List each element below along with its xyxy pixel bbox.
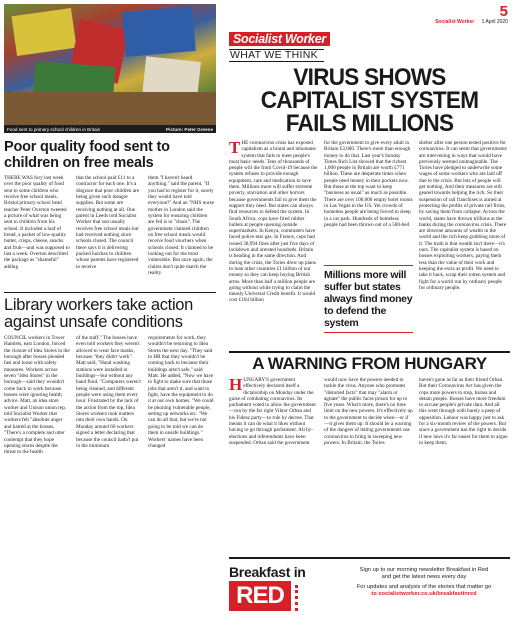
- promo-title: Breakfast in: [229, 564, 306, 580]
- library-article-col2: of the staff." The bosses have even told workers they weren't allowed to wear face masks, because "they didn't work". Matt said, "Hand washing stations were installed in buildings—but without any hand fluid. "Computers weren't being cleaned, and different people were using them every hour. Frustrated by the lack of the action from the top, Idea Stores workers took matters into their own hands. On Monday around 60 workers signed a letter declaring that because the council hadn't put in the minimum: [76, 335, 142, 449]
- editorial-dropcap: T: [229, 140, 241, 157]
- food-article-col3: them."I haven't heard anything," said the parent. "If you had to register for it, surely they would have told everyone?" And an "NHS nurse mother in London said the system for ensuring children are fed is in "chaos". The government claimed children on free school meals would receive food vouchers when schools closed. It claimed to be looking out for the most vulnerable. But once again, the claims don't quite match the reality.: [148, 175, 214, 277]
- page-meta: [435, 19, 508, 25]
- breakfast-in-red-logo: [229, 565, 329, 635]
- promo-line2: and get the latest news every day: [381, 574, 467, 580]
- library-article-col3: requirements for work, they wouldn't be returning to Idea Stores the next day. "They said to HR that they wouldn't be coming back to because their buildings aren't safe," said Matt. He added, "Now we have to fight to make sure that those jobs that aren't it, and want to fight, have the equipment to do it at our own homes. "We could be phoning vulnerable people, setting up networks etc. "We can do all that, but we're not going to be told we can do them in unsafe buildings." Workers' names have been changed: [148, 335, 214, 449]
- promo-text: [339, 567, 509, 598]
- food-article-headline: Poor quality food sent to children on free meals: [4, 139, 170, 171]
- hungary-col3: haven't gone as far as their friend Orban. But their Coronavirus Act has given the cops more powers to stop, harass and detain people. Bosses have more freedom to accuse people's private data. And all this went through with barely a peep of opposition. Labour was happy just to ask for a six-month review of the powers. But since a government has the right to decide if new laws it's far easier for them to argue to keep them.: [419, 377, 508, 446]
- photo-credit: Picture: Peter Greene: [166, 126, 213, 132]
- hungary-dropcap: H: [229, 377, 243, 394]
- hungary-col1: UNGARY'S government effectively declared itself a dictatorship on Monday under the guise of combating coronavirus. Its parliament voted to allow the government—run by the far right Viktor Orban and his Fidesz party—to rule by decree. That means it can do what it likes without having to go through parliament. All by-elections and referendums have been suspended. Orban said the government: [229, 377, 316, 446]
- editorial-col3: shelter after one person tested positive for coronavirus. It can seem that governments are intervening in ways that would have previously seemed unimaginable. The Tories have pledged to underwrite some wages of some workers who are laid off due to the crisis. But lots of people will get nothing. And their measures are still geared towards helping the rich. So their suspension of rail franchises is aimed at protecting the profits of private rail firms, by saving them from collapse. Across the world, states have thrown trillions at the banks during the coronavirus crisis. There are obscene amounts of wealth in the world and the rich keep grabbing more of it. The truth is that wealth isn't there—it's ours. The capitalist system is based on bosses exploiting workers, paying them less than the value of their work and keeping the extra as profit. We need to take it back, scrap their rotten system and fight for a world run by ordinary people for ordinary people.: [419, 140, 507, 291]
- caption-text: Food sent to primary school children in Britain: [7, 126, 101, 132]
- hungary-col2: would now have the powers needed to tackle the virus. Anyone who promotes "distorted facts" that may "alarm or agitate" the public faces prison for up to five years. What's more, there's no time limit on the new powers. It's effectively up to the government to decide when—or if—it gives them up. It should be a warning of the dangers of letting governments use coronavirus to bring in sweeping new powers. In Britain, the Tories: [324, 377, 413, 446]
- library-article-headline: Library workers take action against unsafe conditions: [4, 296, 194, 331]
- section-divider: [4, 292, 216, 293]
- editorial-col2: for the government to give every adult in Britain £3,600. There's more than enough money to do that. Last year's Sunday Times Rich List showed that the richest 1,000 people in Britain are worth £771 billion. These are desperate times when people need money in their pockets now. But those at the top want to keep "business as usual" as much as possible. There are over 100,000 empty hotel rooms in Las Vegas in the US. Yet crowds of homeless people are being forced to sleep in a car park. Hundreds of homeless people had been thrown out of a 500-bed: [324, 140, 413, 228]
- school-food-photo: [4, 4, 216, 125]
- food-article-body: [4, 175, 216, 288]
- food-article-col2: that the school paid £11 to a contractor for each one. It's a disgrace that poor children are being given such meagre supplies. But some are receiving nothing at all. One parent in Leeds told Socialist Worker that son usually receives free school meals but had received nothing since schools closed. The council there says it is delivering packed lunches to children whose parents have registered to receive: [76, 175, 140, 270]
- steam-icon: [295, 585, 313, 611]
- promo-red-badge: RED: [229, 581, 291, 611]
- column-logo: [229, 30, 510, 62]
- library-article-col1: COUNCIL workers in Tower Hamlets, east London, forced the closure of Idea Stores in the borough after bosses pleaded fast and loose with safety measures. Workers across seven "Idea Stores" in the borough—said they wouldn't come back to work because bosses were ignoring health advice. Matt, an idea store worker and Unison union rep, told Socialist Worker that workers felt "absolute anger and hatred at the bosses. "There's a complete and utter contempt that they hope opening stores despite the threat to the health: [4, 335, 70, 456]
- food-article-col1: THERE WAS fury last week over the poor quality of food sent to some children who receive free school meals. Bristol primary school head teacher Peter Overton tweeted a picture of what was being sent to children from his school. It included a loaf of bread, a packet of low-quality butter, crisps, cheese, snacks and fruit—and was supposed to last a week. Overton described the package as "shameful" adding: [4, 175, 70, 270]
- masthead-brand: Socialist Worker: [435, 19, 475, 25]
- newsletter-promo[interactable]: [229, 557, 510, 637]
- hungary-headline: A WARNING FROM HUNGARY: [229, 351, 510, 373]
- editorial-body: [229, 140, 510, 345]
- issue-date: 1 April 2020: [481, 19, 508, 25]
- pull-quote: Millions more will suffer but states always find money to defend the system: [324, 265, 413, 333]
- editorial-headline: VIRUS SHOWS CAPITALIST SYSTEM FAILS MILLIONS: [260, 64, 479, 137]
- hungary-body: [229, 377, 510, 485]
- photo-caption: [4, 125, 216, 133]
- page-number: 5: [499, 3, 508, 20]
- promo-line3: For updates and analysis of the stories that matter go: [356, 584, 492, 590]
- left-column: [4, 4, 216, 545]
- library-article-body: [4, 335, 216, 545]
- what-we-think-label: WHAT WE THINK: [229, 49, 324, 62]
- editorial-col1: HE coronavirus crisis has exposed capitalism as a brutal and inhumane system that fails to meet people's most basic needs. Tens of thousands of people will die from Covid-19 because the system refuses to provide enough equipment, care and medication to save them. Millions more will suffer extreme poverty, starvation and other horrors because governments fail to give them the support they need. But states can always find resources to defend the system. In South Africa, cops have fired rubber bullets at people queuing outside supermarkets. In Kenya, commuters have faced police tear gas. In France, cops had issued 38,994 fines after just five days of lockdown and arrested hundreds. Britain is heading in the same direction. And during the crisis, the Tories drew up plans to loan other countries £1 billion of our money so they can keep buying British arms. More than half a million people are going without while trying to claim the measly Universal Credit benefit. It would cost £104 billion: [229, 140, 318, 304]
- right-column: [229, 30, 510, 485]
- promo-link[interactable]: to socialistworker.co.uk/breakfastinred: [371, 591, 477, 597]
- socialist-worker-logo: Socialist Worker: [229, 32, 330, 46]
- promo-line1: Sign up to our morning newsletter Breakfast in Red: [359, 567, 489, 573]
